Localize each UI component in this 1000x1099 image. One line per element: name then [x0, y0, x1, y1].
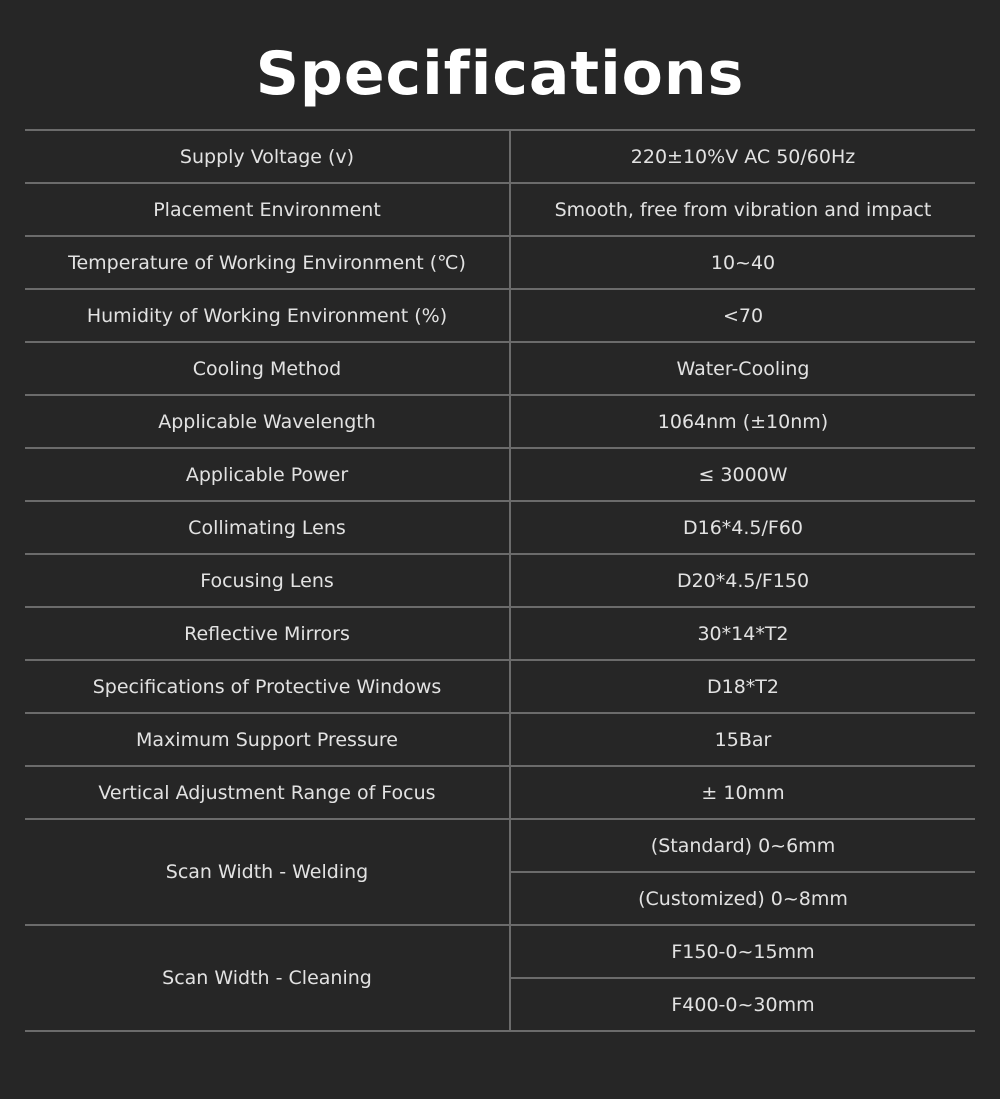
spec-value: D18*T2: [510, 660, 975, 713]
spec-label-scan-welding: Scan Width - Welding: [25, 819, 510, 925]
table-row: [25, 660, 975, 713]
spec-label: Cooling Method: [25, 342, 510, 395]
spec-label: Reflective Mirrors: [25, 607, 510, 660]
table-row: [25, 448, 975, 501]
spec-value: (Customized) 0~8mm: [510, 872, 975, 925]
table-row: [25, 925, 975, 978]
spec-label: Applicable Power: [25, 448, 510, 501]
spec-value: <70: [510, 289, 975, 342]
table-row: [25, 819, 975, 872]
spec-label: Collimating Lens: [25, 501, 510, 554]
table-row: [25, 501, 975, 554]
spec-value: F400-0~30mm: [510, 978, 975, 1031]
spec-label: Vertical Adjustment Range of Focus: [25, 766, 510, 819]
page-title: Specifications: [255, 39, 745, 109]
spec-value: D20*4.5/F150: [510, 554, 975, 607]
spec-label: Focusing Lens: [25, 554, 510, 607]
spec-label-scan-cleaning: Scan Width - Cleaning: [25, 925, 510, 1031]
spec-value: 30*14*T2: [510, 607, 975, 660]
table-row: [25, 395, 975, 448]
spec-value: 1064nm (±10nm): [510, 395, 975, 448]
spec-value: F150-0~15mm: [510, 925, 975, 978]
specifications-table: [25, 129, 975, 1032]
spec-label: Maximum Support Pressure: [25, 713, 510, 766]
table-row: [25, 130, 975, 183]
spec-value: ≤ 3000W: [510, 448, 975, 501]
spec-value: Smooth, free from vibration and impact: [510, 183, 975, 236]
table-row: [25, 554, 975, 607]
table-row: [25, 183, 975, 236]
spec-value: 220±10%V AC 50/60Hz: [510, 130, 975, 183]
table-row: [25, 766, 975, 819]
table-row: [25, 607, 975, 660]
spec-label: Placement Environment: [25, 183, 510, 236]
spec-value: (Standard) 0~6mm: [510, 819, 975, 872]
spec-label: Temperature of Working Environment (℃): [25, 236, 510, 289]
spec-label: Supply Voltage (v): [25, 130, 510, 183]
spec-value: ± 10mm: [510, 766, 975, 819]
table-row: [25, 713, 975, 766]
spec-value: Water-Cooling: [510, 342, 975, 395]
spec-label: Applicable Wavelength: [25, 395, 510, 448]
spec-value: 10~40: [510, 236, 975, 289]
spec-value: 15Bar: [510, 713, 975, 766]
spec-label: Specifications of Protective Windows: [25, 660, 510, 713]
table-row: [25, 342, 975, 395]
table-row: [25, 236, 975, 289]
spec-label: Humidity of Working Environment (%): [25, 289, 510, 342]
spec-value: D16*4.5/F60: [510, 501, 975, 554]
table-row: [25, 289, 975, 342]
